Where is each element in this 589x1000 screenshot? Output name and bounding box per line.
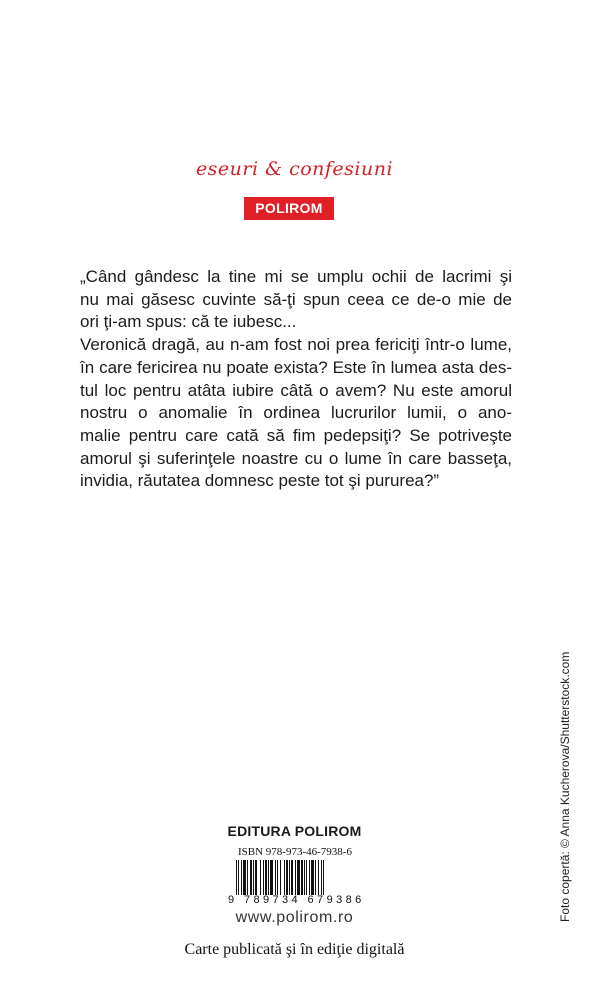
quote-line: nostru o anomalie în ordinea lucrurilor lumii, o ano-: [80, 403, 512, 423]
barcode-bar: [260, 860, 261, 895]
barcode-bars: [228, 860, 368, 895]
quote-line: ori ţi-am spus: că te iubesc...: [80, 312, 297, 332]
barcode-bar: [268, 860, 269, 895]
barcode-bar: [243, 860, 246, 895]
barcode-bar: [241, 860, 242, 895]
barcode-bar: [284, 860, 285, 895]
barcode-bar: [270, 860, 273, 895]
polirom-logo: POLIROM: [244, 197, 334, 220]
barcode-bar: [304, 860, 305, 895]
website-url: www.polirom.ro: [235, 909, 354, 926]
barcode-bar: [255, 860, 257, 895]
barcode-bar: [277, 860, 278, 895]
barcode-digits: 9 789734 679386: [228, 894, 365, 906]
quote-line: amorul şi suferinţele noastre cu o lume în care basseţa,: [80, 448, 512, 468]
barcode-bar: [315, 860, 316, 895]
barcode-bar: [306, 860, 307, 895]
barcode-bar: [280, 860, 281, 895]
barcode-bar: [309, 860, 310, 895]
quote-line: malie pentru care cată să fim pedepsiţi? Se potriveşte: [80, 425, 512, 445]
barcode-bar: [318, 860, 319, 895]
publisher-name: EDITURA POLIROM: [227, 823, 362, 839]
barcode-bar: [286, 860, 288, 895]
barcode-bar: [295, 860, 296, 895]
barcode-bar: [301, 860, 303, 895]
photo-credit: Foto copertă: © Anna Kucherova/Shutterstock.com: [558, 651, 572, 922]
barcode-bar: [289, 860, 290, 895]
barcode-bar: [323, 860, 324, 895]
quote-line: în care fericirea nu poate exista? Este în lumea asta des-: [80, 357, 512, 377]
barcode-bar: [236, 860, 237, 895]
barcode-bar: [321, 860, 322, 895]
barcode-bar: [265, 860, 267, 895]
photo-credit-container: [555, 622, 575, 922]
quote-line: Veronică dragă, au n-am fost noi prea fericiţi într-o lume,: [80, 335, 512, 355]
barcode-bar: [311, 860, 314, 895]
digital-edition-note: Carte publicată şi în ediţie digitală: [184, 941, 405, 958]
barcode-bar: [297, 860, 300, 895]
series-title: eseuri & confesiuni: [195, 158, 394, 180]
barcode-bar: [238, 860, 239, 895]
quote-block: [80, 266, 512, 493]
quote-line: invidia, răutatea domnesc peste tot şi pururea?”: [80, 471, 440, 491]
barcode: [228, 845, 368, 907]
quote-line: „Când gândesc la tine mi se umplu ochii de lacrimi şi: [80, 267, 512, 286]
barcode-bar: [250, 860, 252, 895]
barcode-bar: [291, 860, 293, 895]
isbn-label: ISBN 978-973-46-7938-6: [238, 846, 352, 858]
quote-line: nu mai găsesc cuvinte să-ţi spun ceea ce de-o mie de: [80, 289, 512, 309]
barcode-bar: [275, 860, 276, 895]
barcode-bar: [253, 860, 254, 895]
quote-line: tul loc pentru atâta iubire câtă o avem? Nu este amorul: [80, 380, 512, 400]
barcode-bar: [247, 860, 248, 895]
barcode-bar: [263, 860, 264, 895]
